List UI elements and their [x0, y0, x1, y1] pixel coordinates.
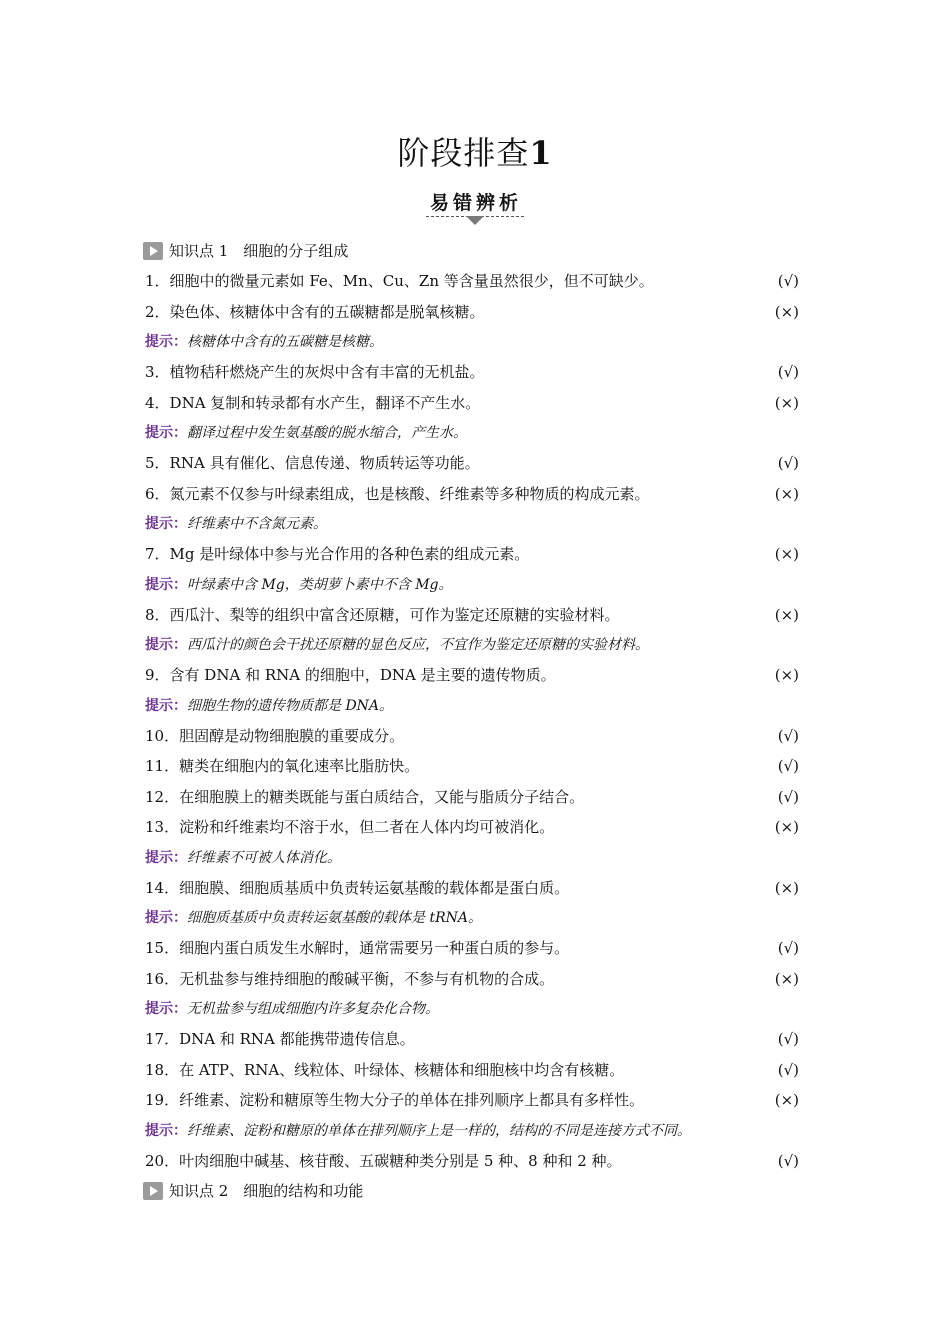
page-title-number: 1 [529, 134, 553, 172]
question-item [145, 812, 805, 843]
section-header [0, 188, 950, 217]
knowledge-point-label: 知识点 2 细胞的结构和功能 [169, 1182, 364, 1200]
question-text: 5．RNA 具有催化、信息传递、物质转运等功能。 [145, 454, 480, 472]
hint-row [145, 509, 805, 539]
hint-label: 提示： [145, 849, 187, 866]
hint-row [145, 418, 805, 448]
question-item [145, 297, 805, 328]
question-text: 15．细胞内蛋白质发生水解时，通常需要另一种蛋白质的参与。 [145, 939, 570, 957]
answer-mark: (√) [777, 1060, 799, 1079]
question-item [145, 873, 805, 904]
hint-label: 提示： [145, 697, 187, 714]
section-header-triangle-icon [466, 216, 484, 225]
question-text: 2．染色体、核糖体中含有的五碳糖都是脱氧核糖。 [145, 302, 485, 321]
hint-label: 提示： [145, 910, 187, 926]
question-item [145, 1024, 805, 1055]
hint-text: 翻译过程中发生氨基酸的脱水缩合，产生水。 [187, 425, 467, 441]
question-item [145, 1085, 805, 1116]
question-text: 9．含有 DNA 和 RNA 的细胞中，DNA 是主要的遗传物质。 [145, 666, 556, 684]
question-item [145, 357, 805, 388]
answer-mark: (√) [777, 1030, 799, 1048]
play-icon [143, 242, 163, 260]
question-text: 6．氮元素不仅参与叶绿素组成，也是核酸、纤维素等多种物质的构成元素。 [145, 484, 650, 503]
question-item [145, 539, 805, 570]
question-item [145, 964, 805, 995]
answer-mark: (×) [774, 605, 799, 624]
hint-row [145, 1116, 805, 1146]
question-list [145, 236, 805, 1206]
hint-row [145, 843, 805, 873]
answer-mark: (√) [777, 939, 799, 957]
play-icon [143, 1182, 163, 1200]
answer-mark: (×) [774, 1091, 799, 1109]
question-item [145, 448, 805, 479]
answer-mark: (×) [774, 666, 799, 684]
question-item [145, 479, 805, 510]
question-text: 4．DNA 复制和转录都有水产生，翻译不产生水。 [145, 393, 481, 412]
answer-mark: (√) [777, 454, 799, 472]
hint-text: 核糖体中含有的五碳糖是核糖。 [187, 334, 383, 350]
hint-text: 细胞生物的遗传物质都是 DNA。 [187, 697, 394, 714]
question-text: 3．植物秸秆燃烧产生的灰烬中含有丰富的无机盐。 [145, 363, 485, 381]
hint-label: 提示： [145, 1001, 187, 1017]
question-item [145, 933, 805, 964]
question-text: 18．在 ATP、RNA、线粒体、叶绿体、核糖体和细胞核中均含有核糖。 [145, 1060, 625, 1079]
items-container [145, 266, 805, 1176]
section-header-label: 易错辨析 [426, 188, 524, 217]
question-text: 13．淀粉和纤维素均不溶于水，但二者在人体内均可被消化。 [145, 818, 555, 836]
hint-text: 叶绿素中含 Mg，类胡萝卜素中不含 Mg。 [187, 576, 453, 593]
hint-row [145, 994, 805, 1024]
question-text: 20．叶肉细胞中碱基、核苷酸、五碳糖种类分别是 5 种、8 种和 2 种。 [145, 1151, 622, 1170]
question-item [145, 266, 805, 297]
hint-row [145, 903, 805, 933]
answer-mark: (×) [774, 484, 799, 503]
answer-mark: (√) [777, 757, 799, 775]
hint-text: 纤维素、淀粉和糖原的单体在排列顺序上是一样的，结构的不同是连接方式不同。 [187, 1122, 691, 1139]
page-title [0, 128, 950, 174]
hint-text: 纤维素中不含氮元素。 [187, 516, 327, 532]
question-item [145, 1055, 805, 1086]
knowledge-point-2 [143, 1176, 805, 1206]
hint-text: 细胞质基质中负责转运氨基酸的载体是 tRNA。 [187, 910, 482, 926]
question-item [145, 600, 805, 631]
question-item [145, 782, 805, 813]
question-item [145, 751, 805, 782]
answer-mark: (×) [774, 302, 799, 321]
hint-label: 提示： [145, 637, 187, 653]
question-text: 7．Mg 是叶绿体中参与光合作用的各种色素的组成元素。 [145, 545, 530, 563]
question-text: 10．胆固醇是动物细胞膜的重要成分。 [145, 726, 405, 745]
hint-label: 提示： [145, 516, 187, 532]
hint-row [145, 327, 805, 357]
knowledge-point-label: 知识点 1 细胞的分子组成 [169, 242, 349, 260]
answer-mark: (√) [777, 726, 799, 745]
hint-label: 提示： [145, 334, 187, 350]
hint-row [145, 691, 805, 721]
hint-label: 提示： [145, 425, 187, 441]
knowledge-point-1 [143, 236, 805, 266]
answer-mark: (√) [777, 363, 799, 381]
question-text: 17．DNA 和 RNA 都能携带遗传信息。 [145, 1030, 415, 1048]
answer-mark: (√) [777, 787, 799, 806]
question-text: 14．细胞膜、细胞质基质中负责转运氨基酸的载体都是蛋白质。 [145, 878, 570, 897]
answer-mark: (×) [774, 969, 799, 988]
hint-text: 纤维素不可被人体消化。 [187, 849, 341, 866]
hint-text: 无机盐参与组成细胞内许多复杂化合物。 [187, 1001, 439, 1017]
hint-text: 西瓜汁的颜色会干扰还原糖的显色反应，不宜作为鉴定还原糖的实验材料。 [187, 637, 649, 653]
question-text: 1．细胞中的微量元素如 Fe、Mn、Cu、Zn 等含量虽然很少，但不可缺少。 [145, 272, 654, 290]
hint-row [145, 570, 805, 600]
question-text: 19．纤维素、淀粉和糖原等生物大分子的单体在排列顺序上都具有多样性。 [145, 1091, 645, 1109]
answer-mark: (√) [777, 1151, 799, 1170]
page-title-text: 阶段排查 [397, 134, 530, 172]
answer-mark: (×) [774, 878, 799, 897]
question-item [145, 660, 805, 691]
question-item [145, 388, 805, 419]
question-text: 12．在细胞膜上的糖类既能与蛋白质结合，又能与脂质分子结合。 [145, 787, 585, 806]
answer-mark: (×) [774, 818, 799, 836]
question-text: 11．糖类在细胞内的氧化速率比脂肪快。 [145, 757, 420, 775]
question-item [145, 1146, 805, 1177]
hint-label: 提示： [145, 576, 187, 593]
question-text: 16．无机盐参与维持细胞的酸碱平衡，不参与有机物的合成。 [145, 969, 555, 988]
question-item [145, 721, 805, 752]
answer-mark: (×) [774, 545, 799, 563]
question-text: 8．西瓜汁、梨等的组织中富含还原糖，可作为鉴定还原糖的实验材料。 [145, 605, 620, 624]
answer-mark: (√) [777, 272, 799, 290]
hint-row [145, 630, 805, 660]
answer-mark: (×) [774, 393, 799, 412]
hint-label: 提示： [145, 1122, 187, 1139]
